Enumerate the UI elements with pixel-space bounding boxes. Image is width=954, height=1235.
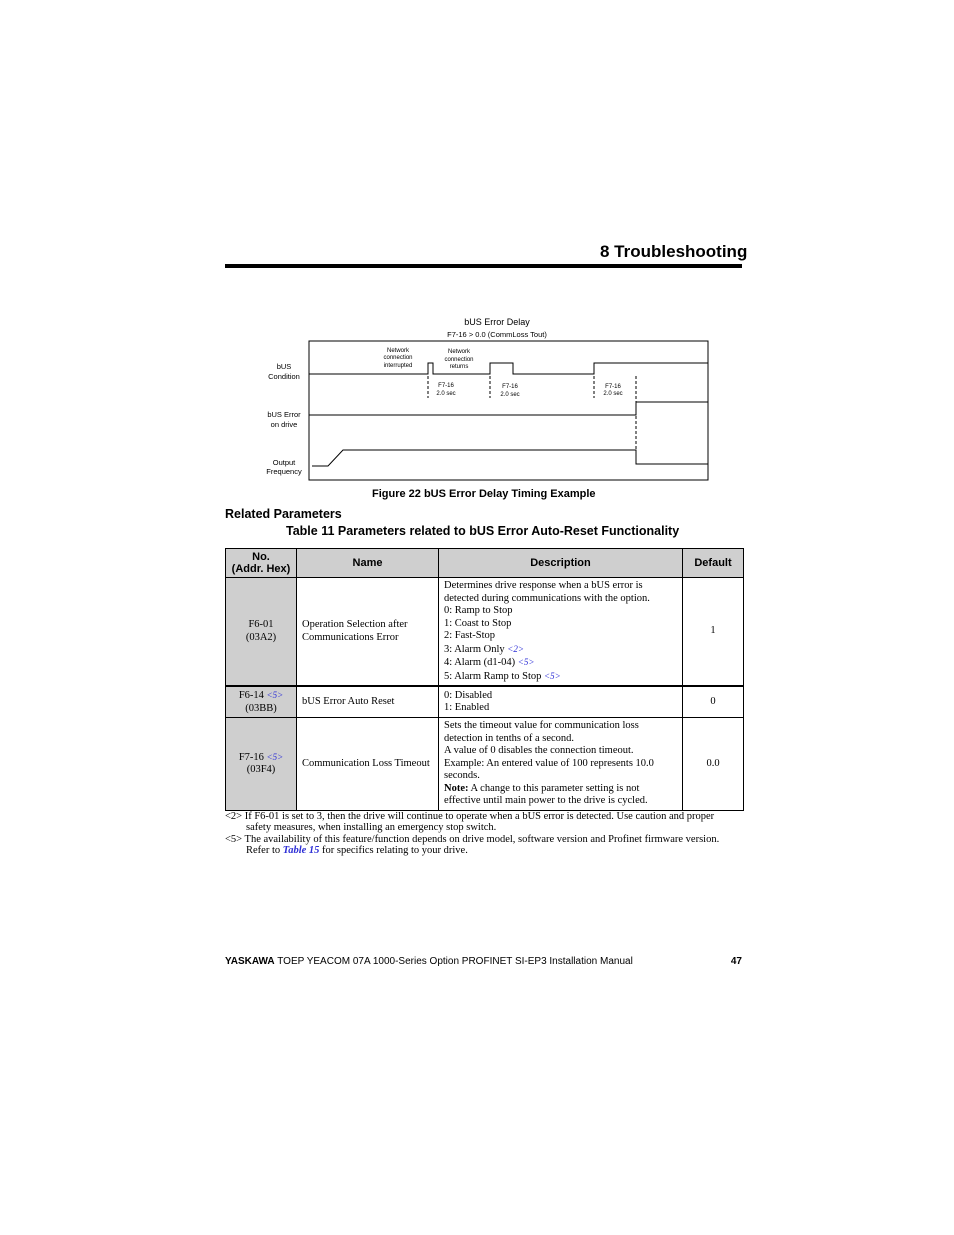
annotation-delay-3-a: F7-16 xyxy=(605,384,621,390)
footnote-ref-link[interactable]: <5> xyxy=(266,751,284,762)
table-row xyxy=(226,686,744,718)
param-number-row xyxy=(231,751,291,765)
desc-line: Sets the timeout value for communication loss xyxy=(444,720,639,731)
bus-error-delay-diagram xyxy=(225,310,725,490)
table-header-row xyxy=(226,549,744,578)
table-row xyxy=(226,718,744,811)
desc-line: Example: An entered value of 100 represents 10.0 xyxy=(444,757,654,769)
param-name-line: Operation Selection after xyxy=(302,619,408,630)
output-frequency-waveform xyxy=(312,450,708,466)
desc-line: Determines drive response when a bUS error is xyxy=(444,580,643,591)
annotation-interrupted-3: interrupted xyxy=(383,363,413,369)
label-bus-condition-1: bUS xyxy=(276,362,292,371)
footer-brand: YASKAWA xyxy=(225,956,275,967)
annotation-interrupted-1: Network xyxy=(386,348,410,354)
param-address: (03BB) xyxy=(245,702,277,714)
header-description: Description xyxy=(439,549,683,578)
param-address: (03A2) xyxy=(245,631,277,643)
cell-no xyxy=(226,578,297,687)
param-number: F6-01 xyxy=(248,619,274,630)
label-output-frequency-2: Frequency xyxy=(266,467,302,476)
desc-option: 2: Fast-Stop xyxy=(444,630,496,641)
cell-no xyxy=(226,686,297,718)
annotation-delay-1-a: F7-16 xyxy=(438,383,454,389)
bus-error-waveform xyxy=(309,402,708,415)
annotation-returns-3: returns xyxy=(449,364,469,370)
section-rule xyxy=(225,264,742,268)
footnote-2-continued: safety measures, when installing an emergency stop switch. xyxy=(246,822,497,834)
footnotes xyxy=(225,811,743,856)
section-title: 8 Troubleshooting xyxy=(600,242,748,261)
footnote-ref-link[interactable]: <2> xyxy=(507,643,524,654)
footnote-5-prefix: Refer to xyxy=(246,844,283,856)
bus-condition-waveform xyxy=(309,363,708,374)
desc-line: detection in tenths of a second. xyxy=(444,732,575,744)
desc-option: 1: Coast to Stop xyxy=(444,617,512,629)
desc-line: seconds. xyxy=(444,770,480,781)
cell-name: bUS Error Auto Reset xyxy=(297,686,439,718)
param-name-line: Communications Error xyxy=(302,631,399,643)
footnote-5-continued xyxy=(225,845,743,856)
cell-name xyxy=(297,578,439,687)
table-caption: Table 11 Parameters related to bUS Error Auto-Reset Functionality xyxy=(286,524,680,538)
label-bus-error-1: bUS Error xyxy=(267,410,301,419)
label-bus-error-2: on drive xyxy=(270,420,298,429)
cell-description xyxy=(439,578,683,687)
header-name: Name xyxy=(297,549,439,578)
label-bus-condition-2: Condition xyxy=(268,372,300,381)
note-text: A change to this parameter setting is not xyxy=(468,782,640,794)
note-label: Note: xyxy=(444,782,469,794)
annotation-delay-1-b: 2.0 sec xyxy=(436,391,456,397)
desc-option: 5: Alarm Ramp to Stop xyxy=(444,670,542,682)
desc-note xyxy=(444,783,677,796)
cell-description xyxy=(439,686,683,718)
desc-option: 3: Alarm Only xyxy=(444,643,505,655)
annotation-delay-2-a: F7-16 xyxy=(502,384,518,390)
desc-option: 0: Ramp to Stop xyxy=(444,605,513,616)
parameters-table xyxy=(225,548,744,811)
footnote-ref-link[interactable]: <5> xyxy=(517,657,535,667)
cell-no xyxy=(226,718,297,811)
desc-option-row xyxy=(444,656,677,670)
param-number-row xyxy=(231,689,291,703)
figure-caption: Figure 22 bUS Error Delay Timing Example xyxy=(372,488,596,500)
annotation-returns-1: Network xyxy=(447,349,471,355)
desc-line: A value of 0 disables the connection timeout. xyxy=(444,745,634,756)
param-number: F6-14 xyxy=(238,690,264,701)
footnote-5-suffix: for specifics relating to your drive. xyxy=(319,844,468,856)
desc-line: detected during communications with the option. xyxy=(444,592,650,604)
table-row xyxy=(226,578,744,687)
footnote-ref-link[interactable]: <5> xyxy=(266,690,284,700)
footnote-ref-link[interactable]: <5> xyxy=(544,670,561,681)
label-output-frequency-1: Output xyxy=(272,458,296,467)
desc-option-row xyxy=(444,670,677,684)
annotation-delay-2-b: 2.0 sec xyxy=(500,392,520,398)
desc-option: 4: Alarm (d1-04) xyxy=(444,657,516,668)
desc-option: 1: Enabled xyxy=(444,702,490,713)
header-default: Default xyxy=(683,549,744,578)
desc-option: 0: Disabled xyxy=(444,689,493,701)
param-address: (03F4) xyxy=(246,764,276,776)
diagram-subtitle: F7-16 > 0.0 (CommLoss Tout) xyxy=(447,330,547,339)
cell-default: 0.0 xyxy=(683,718,744,811)
header-no-line1: No. xyxy=(252,551,270,563)
desc-line: effective until main power to the drive is cycled. xyxy=(444,795,648,806)
diagram-title: bUS Error Delay xyxy=(464,317,530,327)
footer-manual-title: TOEP YEACOM 07A 1000-Series Option PROFINET SI-EP3 Installation Manual xyxy=(274,956,633,967)
table-15-link[interactable]: Table 15 xyxy=(282,844,320,856)
annotation-returns-2: connection xyxy=(444,357,474,363)
footnote-5: <5> The availability of this feature/function depends on drive model, software version and Profinet firmware version. xyxy=(225,833,720,845)
cell-default: 1 xyxy=(683,578,744,687)
cell-default: 0 xyxy=(683,686,744,718)
desc-option-row xyxy=(444,643,677,657)
header-no xyxy=(226,549,297,578)
annotation-interrupted-2: connection xyxy=(383,355,413,361)
page-number: 47 xyxy=(730,956,742,967)
diagram-frame xyxy=(309,341,708,480)
related-parameters-heading: Related Parameters xyxy=(225,507,342,521)
cell-name: Communication Loss Timeout xyxy=(297,718,439,811)
page-footer xyxy=(225,956,742,967)
annotation-delay-3-b: 2.0 sec xyxy=(603,391,623,397)
header-no-line2: (Addr. Hex) xyxy=(231,563,291,575)
param-number: F7-16 xyxy=(238,751,264,763)
cell-description xyxy=(439,718,683,811)
footnote-2: <2> If F6-01 is set to 3, then the drive will continue to operate when a bUS error is detected. Use caution and proper xyxy=(225,811,715,822)
